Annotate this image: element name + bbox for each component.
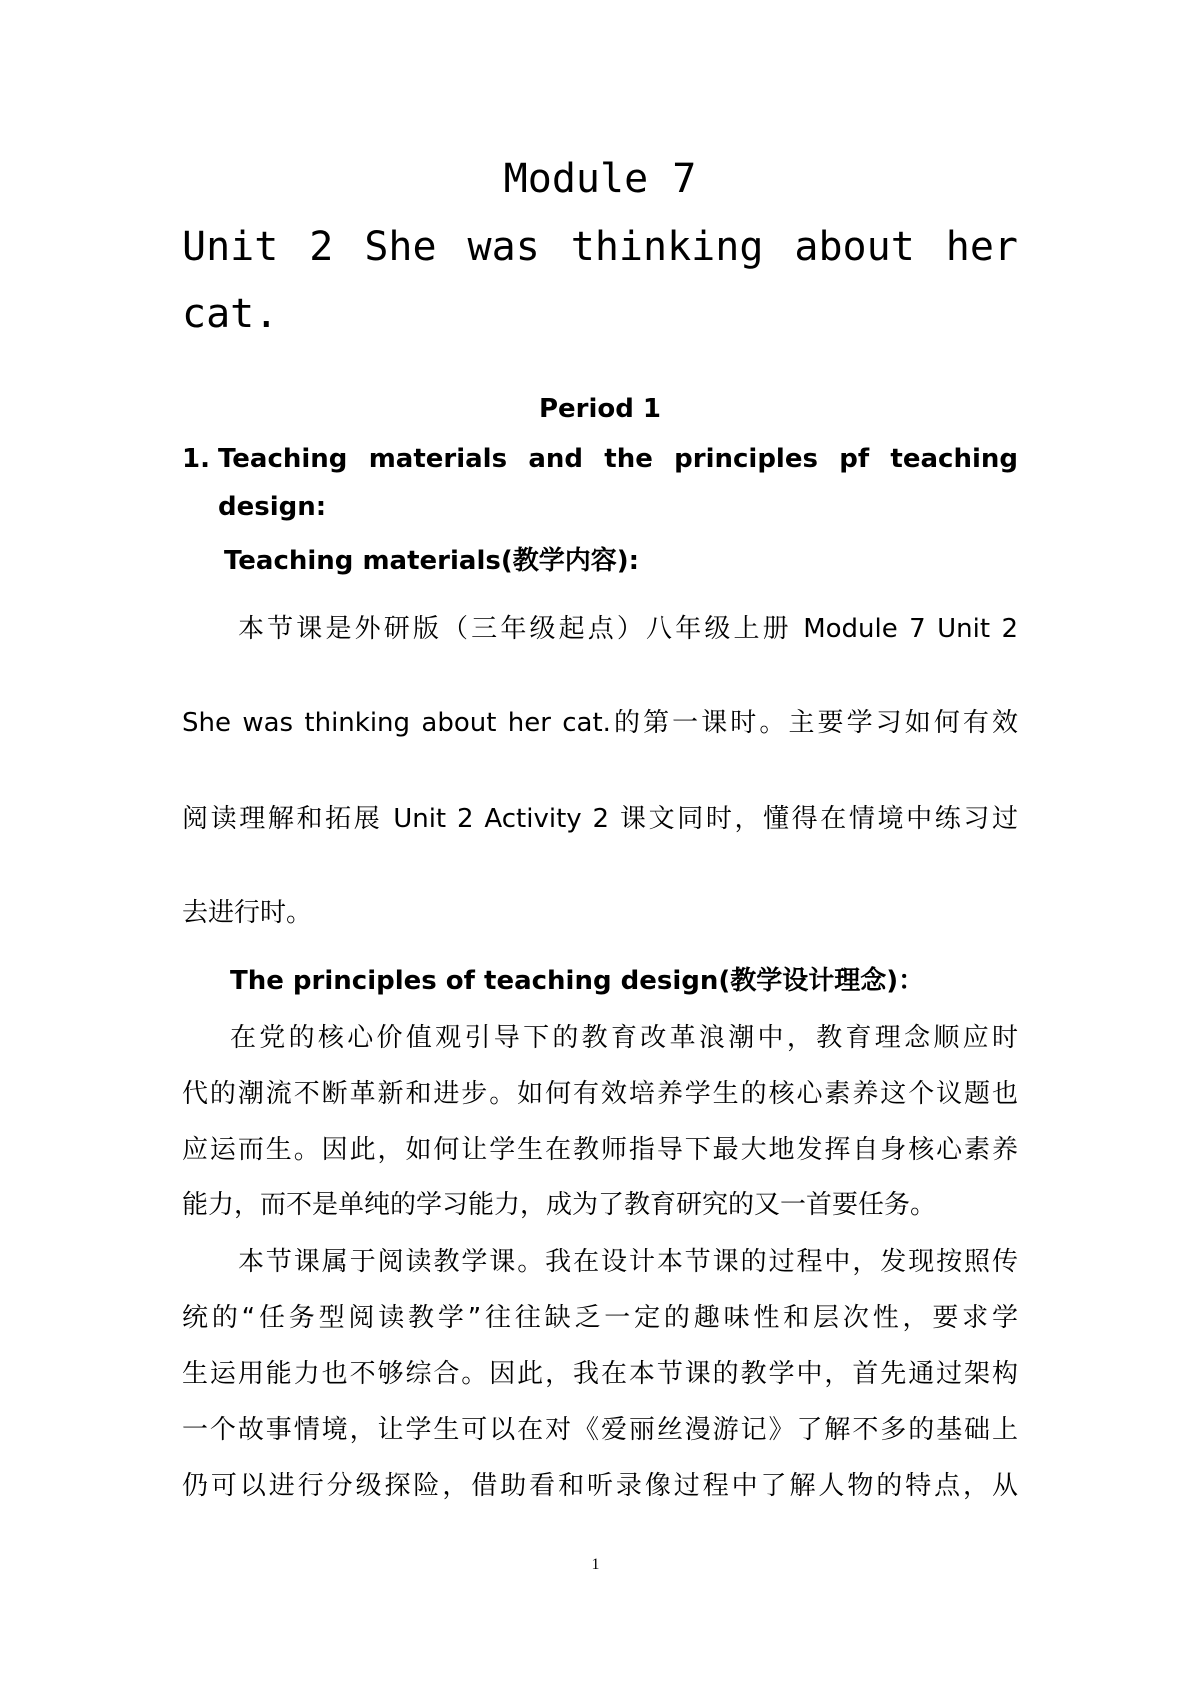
principles-heading: The principles of teaching design(教学设计理念)： bbox=[230, 966, 925, 996]
section-heading-line-1: Teaching materials and the principles pf teaching bbox=[218, 444, 1018, 474]
unit-title-line-1: Unit 2 She was thinking about her bbox=[182, 224, 1018, 270]
principles-line: 统的“任务型阅读教学”往往缺乏一定的趣味性和层次性，要求学 bbox=[182, 1303, 1018, 1333]
principles-line: 仍可以进行分级探险，借助看和听录像过程中了解人物的特点，从 bbox=[182, 1471, 1018, 1501]
principles-line: 应运而生。因此，如何让学生在教师指导下最大地发挥自身核心素养 bbox=[182, 1135, 1018, 1165]
section-heading-line-2: design: bbox=[218, 492, 327, 522]
section-number: 1. bbox=[182, 444, 210, 474]
unit-title-line-2: cat. bbox=[182, 291, 279, 337]
materials-line: 去进行时。 bbox=[182, 898, 313, 928]
principles-line: 能力，而不是单纯的学习能力，成为了教育研究的又一首要任务。 bbox=[182, 1190, 937, 1220]
document-title: Module 7 bbox=[503, 156, 697, 202]
page-number: 1 bbox=[591, 1556, 600, 1573]
principles-line: 代的潮流不断革新和进步。如何有效培养学生的核心素养这个议题也 bbox=[182, 1079, 1018, 1109]
materials-line: 阅读理解和拓展 Unit 2 Activity 2 课文同时，懂得在情境中练习过 bbox=[182, 804, 1018, 834]
principles-line: 一个故事情境，让学生可以在对《爱丽丝漫游记》了解不多的基础上 bbox=[182, 1415, 1018, 1445]
principles-line: 本节课属于阅读教学课。我在设计本节课的过程中，发现按照传 bbox=[238, 1247, 1018, 1277]
period-heading: Period 1 bbox=[538, 394, 662, 424]
materials-heading: Teaching materials(教学内容): bbox=[224, 546, 639, 576]
principles-line: 在党的核心价值观引导下的教育改革浪潮中，教育理念顺应时 bbox=[230, 1023, 1018, 1053]
principles-line: 生运用能力也不够综合。因此，我在本节课的教学中，首先通过架构 bbox=[182, 1359, 1018, 1389]
materials-line: She was thinking about her cat.的第一课时。主要学习如何有效 bbox=[182, 708, 1018, 738]
materials-line: 本节课是外研版（三年级起点）八年级上册 Module 7 Unit 2 bbox=[238, 614, 1018, 644]
